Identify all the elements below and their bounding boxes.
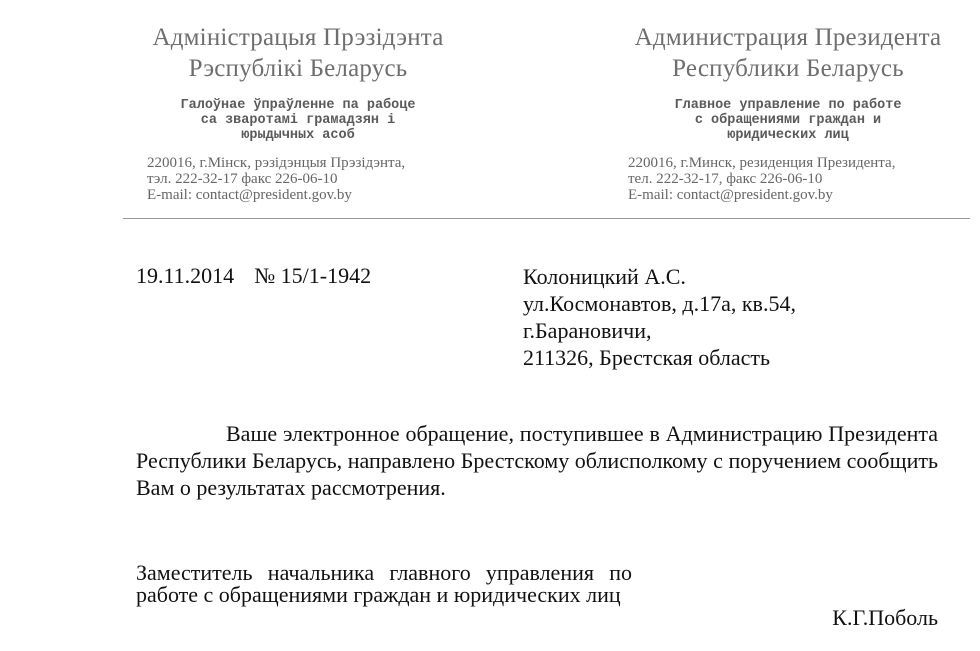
department-line: Главное управление по работе: [674, 98, 902, 113]
department-name: [118, 98, 478, 143]
address-line: 220016, г.Минск, резиденция Президента,: [628, 155, 896, 171]
org-name-line2: Рэспублікі Беларусь: [188, 55, 408, 82]
department-line: юрыдычных асоб: [241, 128, 355, 143]
recipient-city: г.Барановичи,: [523, 318, 652, 343]
department-line: са зваротамі грамадзян і: [200, 113, 396, 128]
header-divider: [123, 218, 970, 219]
email-line: E-mail: contact@president.gov.by: [628, 187, 833, 203]
recipient-name: Колоницкий А.С.: [523, 264, 686, 289]
signatory-title: Заместитель начальника главного управления по работе с обращениями граждан и юридических лиц: [136, 560, 632, 607]
recipient-street: ул.Космонавтов, д.17а, кв.54,: [523, 291, 796, 316]
org-name-line1: Администрация Президента: [634, 24, 942, 51]
letterhead-russian: [598, 22, 978, 203]
document-date: 19.11.2014: [136, 263, 235, 288]
letterhead-belarusian: [118, 22, 478, 203]
department-name: [598, 98, 978, 143]
signatory-name: К.Г.Поболь: [832, 605, 938, 630]
department-line: с обращениями граждан и: [694, 113, 882, 128]
letter-body: Ваше электронное обращение, поступившее в Администрацию Президента Республики Беларусь, направлено Брестскому облисполкому с поручением сообщить Вам о результатах рассмотрения.: [136, 421, 938, 500]
recipient-postcode-region: 211326, Брестская область: [523, 345, 771, 370]
document-number: № 15/1-1942: [254, 263, 372, 288]
org-name-line2: Республики Беларусь: [672, 55, 904, 82]
email-line: E-mail: contact@president.gov.by: [147, 187, 352, 203]
org-name-line1: Адміністрацыя Прэзідэнта: [152, 24, 444, 51]
phone-line: тэл. 222-32-17 факс 226-06-10: [147, 171, 338, 187]
department-line: юридических лиц: [727, 128, 849, 143]
recipient-address: [523, 263, 796, 371]
contact-block: [118, 155, 478, 203]
contact-block: [598, 155, 978, 203]
phone-line: тел. 222-32-17, факс 226-06-10: [628, 171, 823, 187]
department-line: Галоўнае ўпраўленне па рабоце: [180, 98, 416, 113]
address-line: 220016, г.Мінск, рэзідэнцыя Прэзідэнта,: [147, 155, 406, 171]
registration-line: [136, 263, 371, 289]
